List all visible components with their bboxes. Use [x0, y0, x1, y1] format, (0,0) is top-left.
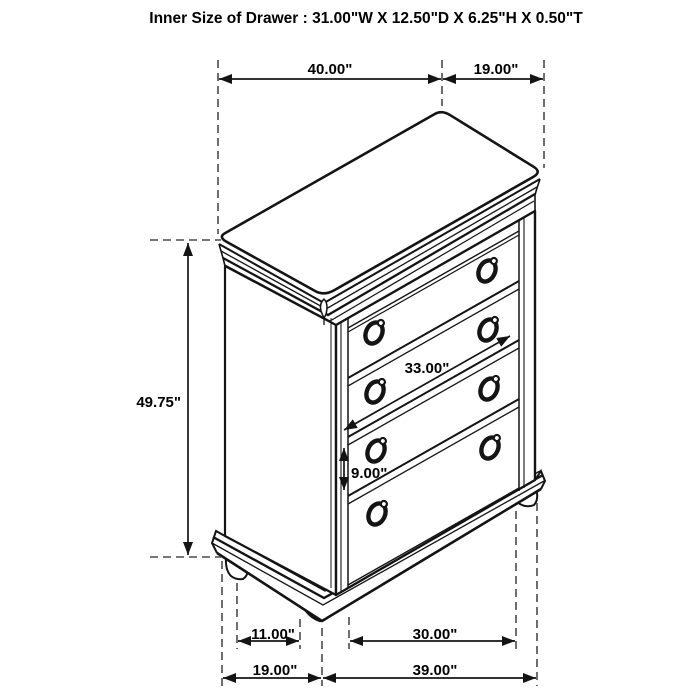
crown-molding-right-cap	[535, 179, 540, 211]
dim-label-top-width: 40.00"	[307, 61, 353, 78]
dim-label-bottom-depth: 19.00"	[252, 662, 298, 679]
dim-label-drawer-width: 33.00"	[404, 360, 450, 377]
dim-bottom-width	[323, 662, 536, 679]
dim-label-height: 49.75"	[136, 394, 181, 411]
dim-side-feet-span	[238, 626, 299, 643]
dim-top-depth	[443, 61, 543, 79]
dim-label-front-feet-span: 30.00"	[412, 626, 458, 643]
dim-front-feet-span	[350, 626, 515, 643]
dim-label-drawer-height: 9.00"	[351, 465, 388, 482]
page-title: Inner Size of Drawer : 31.00"W X 12.50"D X 6.25"H X 0.50"T	[149, 10, 583, 27]
dim-label-top-depth: 19.00"	[473, 61, 519, 78]
dim-bottom-depth	[223, 662, 321, 679]
corner-finial	[320, 299, 327, 318]
chest-illustration	[212, 112, 545, 621]
dim-height	[136, 243, 188, 555]
dim-label-bottom-width: 39.00"	[412, 662, 458, 679]
dim-label-side-feet-span: 11.00"	[251, 626, 295, 643]
dim-top-width	[219, 61, 441, 79]
